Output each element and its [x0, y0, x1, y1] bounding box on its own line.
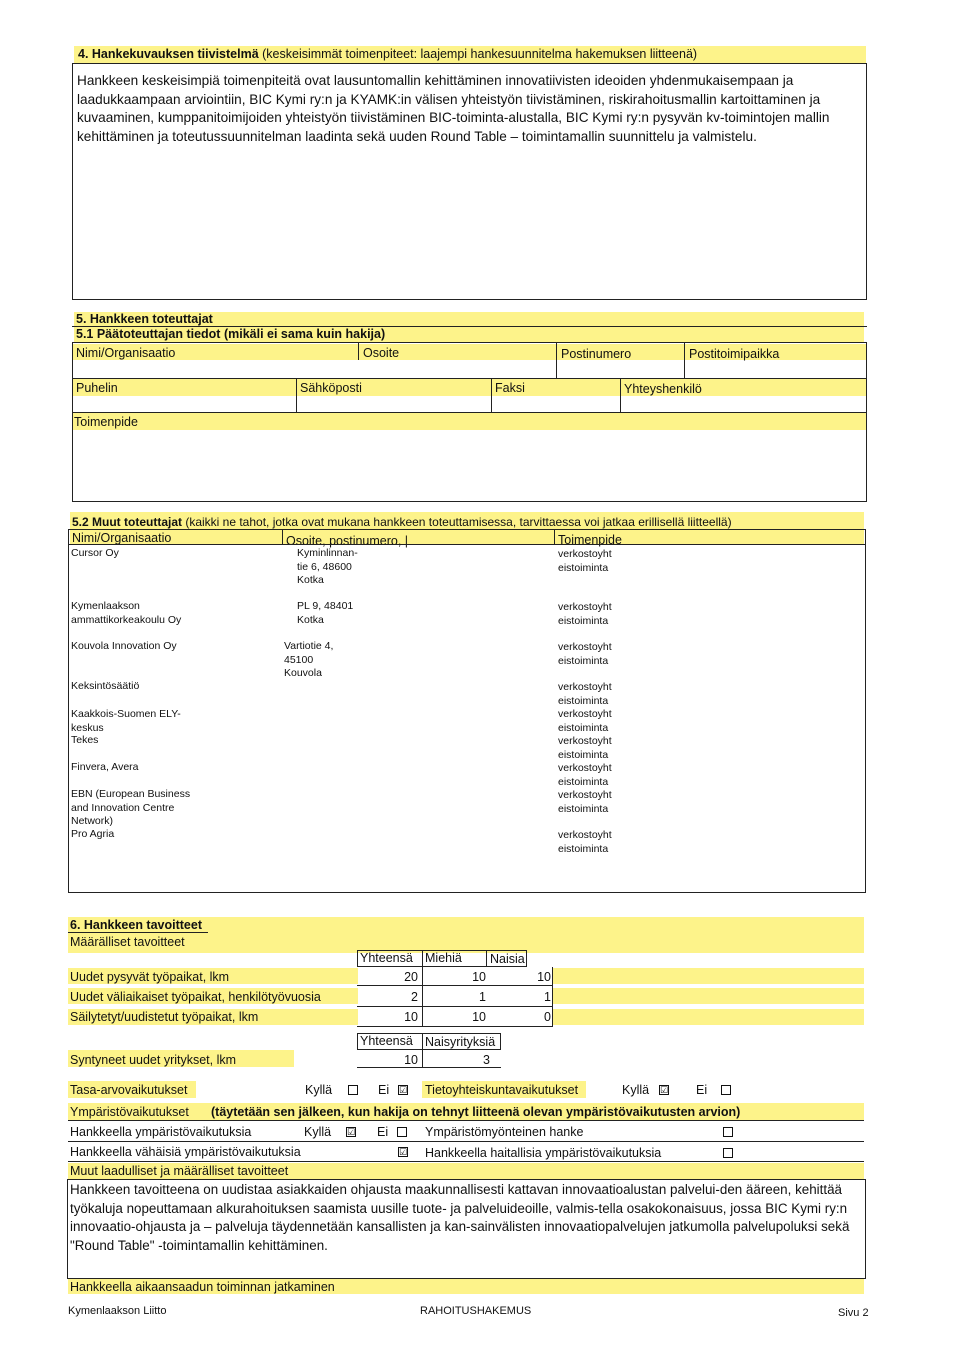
env-permit-label: Ympäristömyönteinen hanke — [425, 1125, 584, 1139]
divider — [296, 379, 297, 413]
table-row-action: verkostoyht eistoiminta — [558, 735, 612, 761]
fields-row2-bar — [73, 379, 866, 396]
divider — [486, 950, 487, 967]
field-email-label: Sähköposti — [300, 381, 362, 395]
env-no-label: Ei — [377, 1125, 389, 1139]
field-phone-label: Puhelin — [76, 381, 118, 395]
divider — [422, 950, 423, 1027]
table-row-address: Vartiotie 4, 45100 Kouvola — [284, 640, 334, 679]
divider — [68, 1161, 864, 1162]
jobs-header-women: Naisia — [490, 952, 525, 966]
equality-label: Tasa-arvovaikutukset — [70, 1083, 188, 1097]
env-no-checkbox[interactable] — [397, 1127, 407, 1137]
section5-title: 5. Hankkeen toteuttajat — [76, 312, 213, 326]
divider — [358, 343, 359, 360]
divider — [68, 1120, 864, 1121]
section4-title-rest: (keskeisimmät toimenpiteet: laajempi hankesuunnitelma hakemuksen liitteenä) — [258, 47, 698, 61]
jobs-row-total: 2 — [411, 990, 418, 1004]
info-yes-checkbox[interactable]: ☑ — [660, 1085, 669, 1095]
env-minor-label: Hankkeella vähäisiä ympäristövaikutuksia — [70, 1145, 301, 1159]
table-row-name: EBN (European Business and Innovation Centre Network) — [71, 788, 191, 827]
info-no-label: Ei — [696, 1083, 708, 1097]
env-permit-checkbox[interactable] — [723, 1127, 733, 1137]
table-row-name: Cursor Oy — [71, 547, 119, 559]
table-row-action: verkostoyht eistoiminta — [558, 681, 612, 707]
table-row-name: Kaakkois-Suomen ELY- keskus — [71, 708, 181, 734]
divider — [684, 343, 685, 379]
footer-center: RAHOITUSHAKEMUS — [420, 1305, 532, 1317]
divider — [282, 530, 283, 544]
section4-title-bold: 4. Hankekuvauksen tiivistelmä — [78, 47, 259, 61]
footer-left: Kymenlaakson Liitto — [68, 1305, 167, 1317]
jobs-row-bar — [552, 988, 864, 1004]
equality-no-checkbox[interactable]: ☑ — [399, 1085, 408, 1095]
continuation-label: Hankkeella aikaansaadun toiminnan jatkaminen — [70, 1280, 335, 1294]
table-row-action: verkostoyht eistoiminta — [558, 548, 612, 574]
field-contact-label: Yhteyshenkilö — [624, 382, 702, 396]
goals-text: Hankkeen tavoitteena on uudistaa asiakkaiden ohjausta maakunnallisesti kattavan innovaatioalustan palvelui-den ääreen, kehittää työkaluja nopeuttamaan alkurahoituksen saamista uusille tuote- ja palveluideoille, valmis-tella osakokonaisuus, jossa BIC Kymi ry:n innovaatio-ohjausta ja – palveluja täydennetään kansallisten ja kan-sainvälisten innovaatiopalvelujen jatkumolla palvelupoluksi sekä "Round Table" -toimintamallin kehittäminen. — [70, 1182, 850, 1253]
field-city-label: Postitoimipaikka — [689, 347, 780, 361]
table-row-action: verkostoyht eistoiminta — [558, 641, 612, 667]
table-row-name: Tekes — [71, 734, 99, 746]
table-row-address: Kyminlinnan- tie 6, 48600 Kotka — [297, 547, 358, 586]
divider — [68, 1141, 864, 1142]
divider — [357, 1006, 552, 1007]
equality-yes-label: Kyllä — [305, 1083, 333, 1097]
companies-header-total: Yhteensä — [360, 1034, 413, 1048]
jobs-row-total: 20 — [404, 970, 418, 984]
equality-no-label: Ei — [378, 1083, 390, 1097]
divider — [357, 1067, 501, 1068]
section5-2-title — [72, 514, 732, 530]
companies-header-women: Naisyrityksiä — [425, 1035, 496, 1049]
table-row-address: PL 9, 48401 Kotka — [297, 600, 354, 626]
jobs-row-women: 0 — [544, 1010, 551, 1024]
divider — [422, 1033, 423, 1067]
divider — [68, 544, 866, 545]
divider — [357, 985, 552, 986]
table-row-action: verkostoyht eistoiminta — [558, 762, 612, 788]
section5-2-title-rest: (kaikki ne tahot, jotka ovat mukana hankkeen toteuttamisessa, tarvittaessa voi jatkaa erillisellä liitteellä) — [182, 515, 732, 529]
jobs-row-men: 10 — [472, 970, 486, 984]
toimenpide-bar — [73, 413, 866, 430]
table-row-action: verkostoyht eistoiminta — [558, 789, 612, 815]
col-header-address: Osoite, postinumero, | — [286, 534, 409, 548]
jobs-header-men: Miehiä — [425, 951, 462, 965]
field-name-label: Nimi/Organisaatio — [76, 346, 176, 360]
table-row-name: Kouvola Innovation Oy — [71, 640, 177, 652]
jobs-row-label: Uudet väliaikaiset työpaikat, henkilötyövuosia — [70, 990, 321, 1004]
table-row-name: Pro Agria — [71, 828, 115, 840]
field-postcode-label: Postinumero — [561, 347, 632, 361]
env-minor-checkbox[interactable]: ☑ — [399, 1147, 408, 1157]
col-header-name: Nimi/Organisaatio — [72, 531, 172, 545]
env-label: Ympäristövaikutukset — [70, 1105, 189, 1119]
companies-row-women: 3 — [483, 1053, 490, 1067]
companies-row-label: Syntyneet uudet yritykset, lkm — [70, 1053, 237, 1067]
jobs-row-label: Säilytetyt/uudistetut työpaikat, lkm — [70, 1010, 259, 1024]
jobs-header-total: Yhteensä — [360, 951, 413, 965]
table-row-name: Finvera, Avera — [71, 761, 139, 773]
env-note: (täytetään sen jälkeen, kun hakija on tehnyt liitteenä olevan ympäristövaikutusten arvion) — [211, 1105, 741, 1119]
section5-2-title-bold: 5.2 Muut toteuttajat — [72, 515, 182, 529]
info-no-checkbox[interactable] — [721, 1085, 731, 1095]
jobs-row-bar — [552, 968, 864, 984]
env-harmful-label: Hankkeella haitallisia ympäristövaikutuksia — [425, 1146, 662, 1160]
field-address-label: Osoite — [363, 346, 400, 360]
equality-yes-checkbox[interactable] — [348, 1085, 358, 1095]
divider — [491, 379, 492, 413]
footer-right: Sivu 2 — [838, 1307, 869, 1319]
table-row-action: verkostoyht eistoiminta — [558, 601, 612, 627]
col-header-action: Toimenpide — [558, 533, 622, 547]
env-harmful-checkbox[interactable] — [723, 1148, 733, 1158]
jobs-row-women: 1 — [544, 990, 551, 1004]
field-action-label: Toimenpide — [74, 415, 138, 429]
table-row-action: verkostoyht eistoiminta — [558, 708, 612, 734]
field-fax-label: Faksi — [495, 381, 525, 395]
companies-row-total: 10 — [404, 1053, 418, 1067]
jobs-row-total: 10 — [404, 1010, 418, 1024]
divider — [552, 967, 553, 1027]
divider — [357, 1026, 552, 1027]
env-yes-checkbox[interactable]: ☑ — [347, 1127, 356, 1137]
table-row-name: Kymenlaakson ammattikorkeakoulu Oy — [71, 600, 182, 626]
section4-title — [78, 46, 697, 62]
info-yes-label: Kyllä — [622, 1083, 650, 1097]
env-impacts-label: Hankkeella ympäristövaikutuksia — [70, 1125, 252, 1139]
quantitative-goals-title: Määrälliset tavoitteet — [70, 935, 185, 949]
section5-1-title: 5.1 Päätoteuttajan tiedot (mikäli ei sama kuin hakija) — [76, 327, 386, 341]
table-row-action: verkostoyht eistoiminta — [558, 829, 612, 855]
divider — [620, 379, 621, 413]
jobs-row-label: Uudet pysyvät työpaikat, lkm — [70, 970, 230, 984]
env-yes-label: Kyllä — [304, 1125, 332, 1139]
divider — [554, 530, 555, 544]
table-row-name: Keksintösäätiö — [71, 680, 140, 692]
info-society-label: Tietoyhteiskuntavaikutukset — [425, 1083, 579, 1097]
jobs-row-men: 1 — [479, 990, 486, 1004]
other-goals-label: Muut laadulliset ja määrälliset tavoitteet — [70, 1164, 289, 1178]
section5-2-box — [68, 529, 866, 893]
section6-title: 6. Hankkeen tavoitteet — [70, 918, 202, 932]
jobs-row-women: 10 — [537, 970, 551, 984]
divider — [556, 343, 557, 379]
jobs-row-bar — [552, 1009, 864, 1025]
section4-body: Hankkeen keskeisimpiä toimenpiteitä ovat lausuntomallin kehittäminen innovatiivisten ideoiden yhdenmukaisempaan ja laadukkaampaan arviointiin, BIC Kymi ry:n ja KYAMK:in välisen yhteistyön tiivistäminen, riskirahoitusmallin kartoittaminen ja kuvaaminen, kumppanitoimijoiden yhteistyön tiivistäminen BIC-toiminta-alustalla, BIC Kymi ry:n pysyvän kv-toimintojen mallin kehittäminen ja toteutussuunnitelman laadinta sekä uuden Round Table – toimintamallin suunnittelu ja valmistelu. — [77, 73, 830, 144]
jobs-row-men: 10 — [472, 1010, 486, 1024]
